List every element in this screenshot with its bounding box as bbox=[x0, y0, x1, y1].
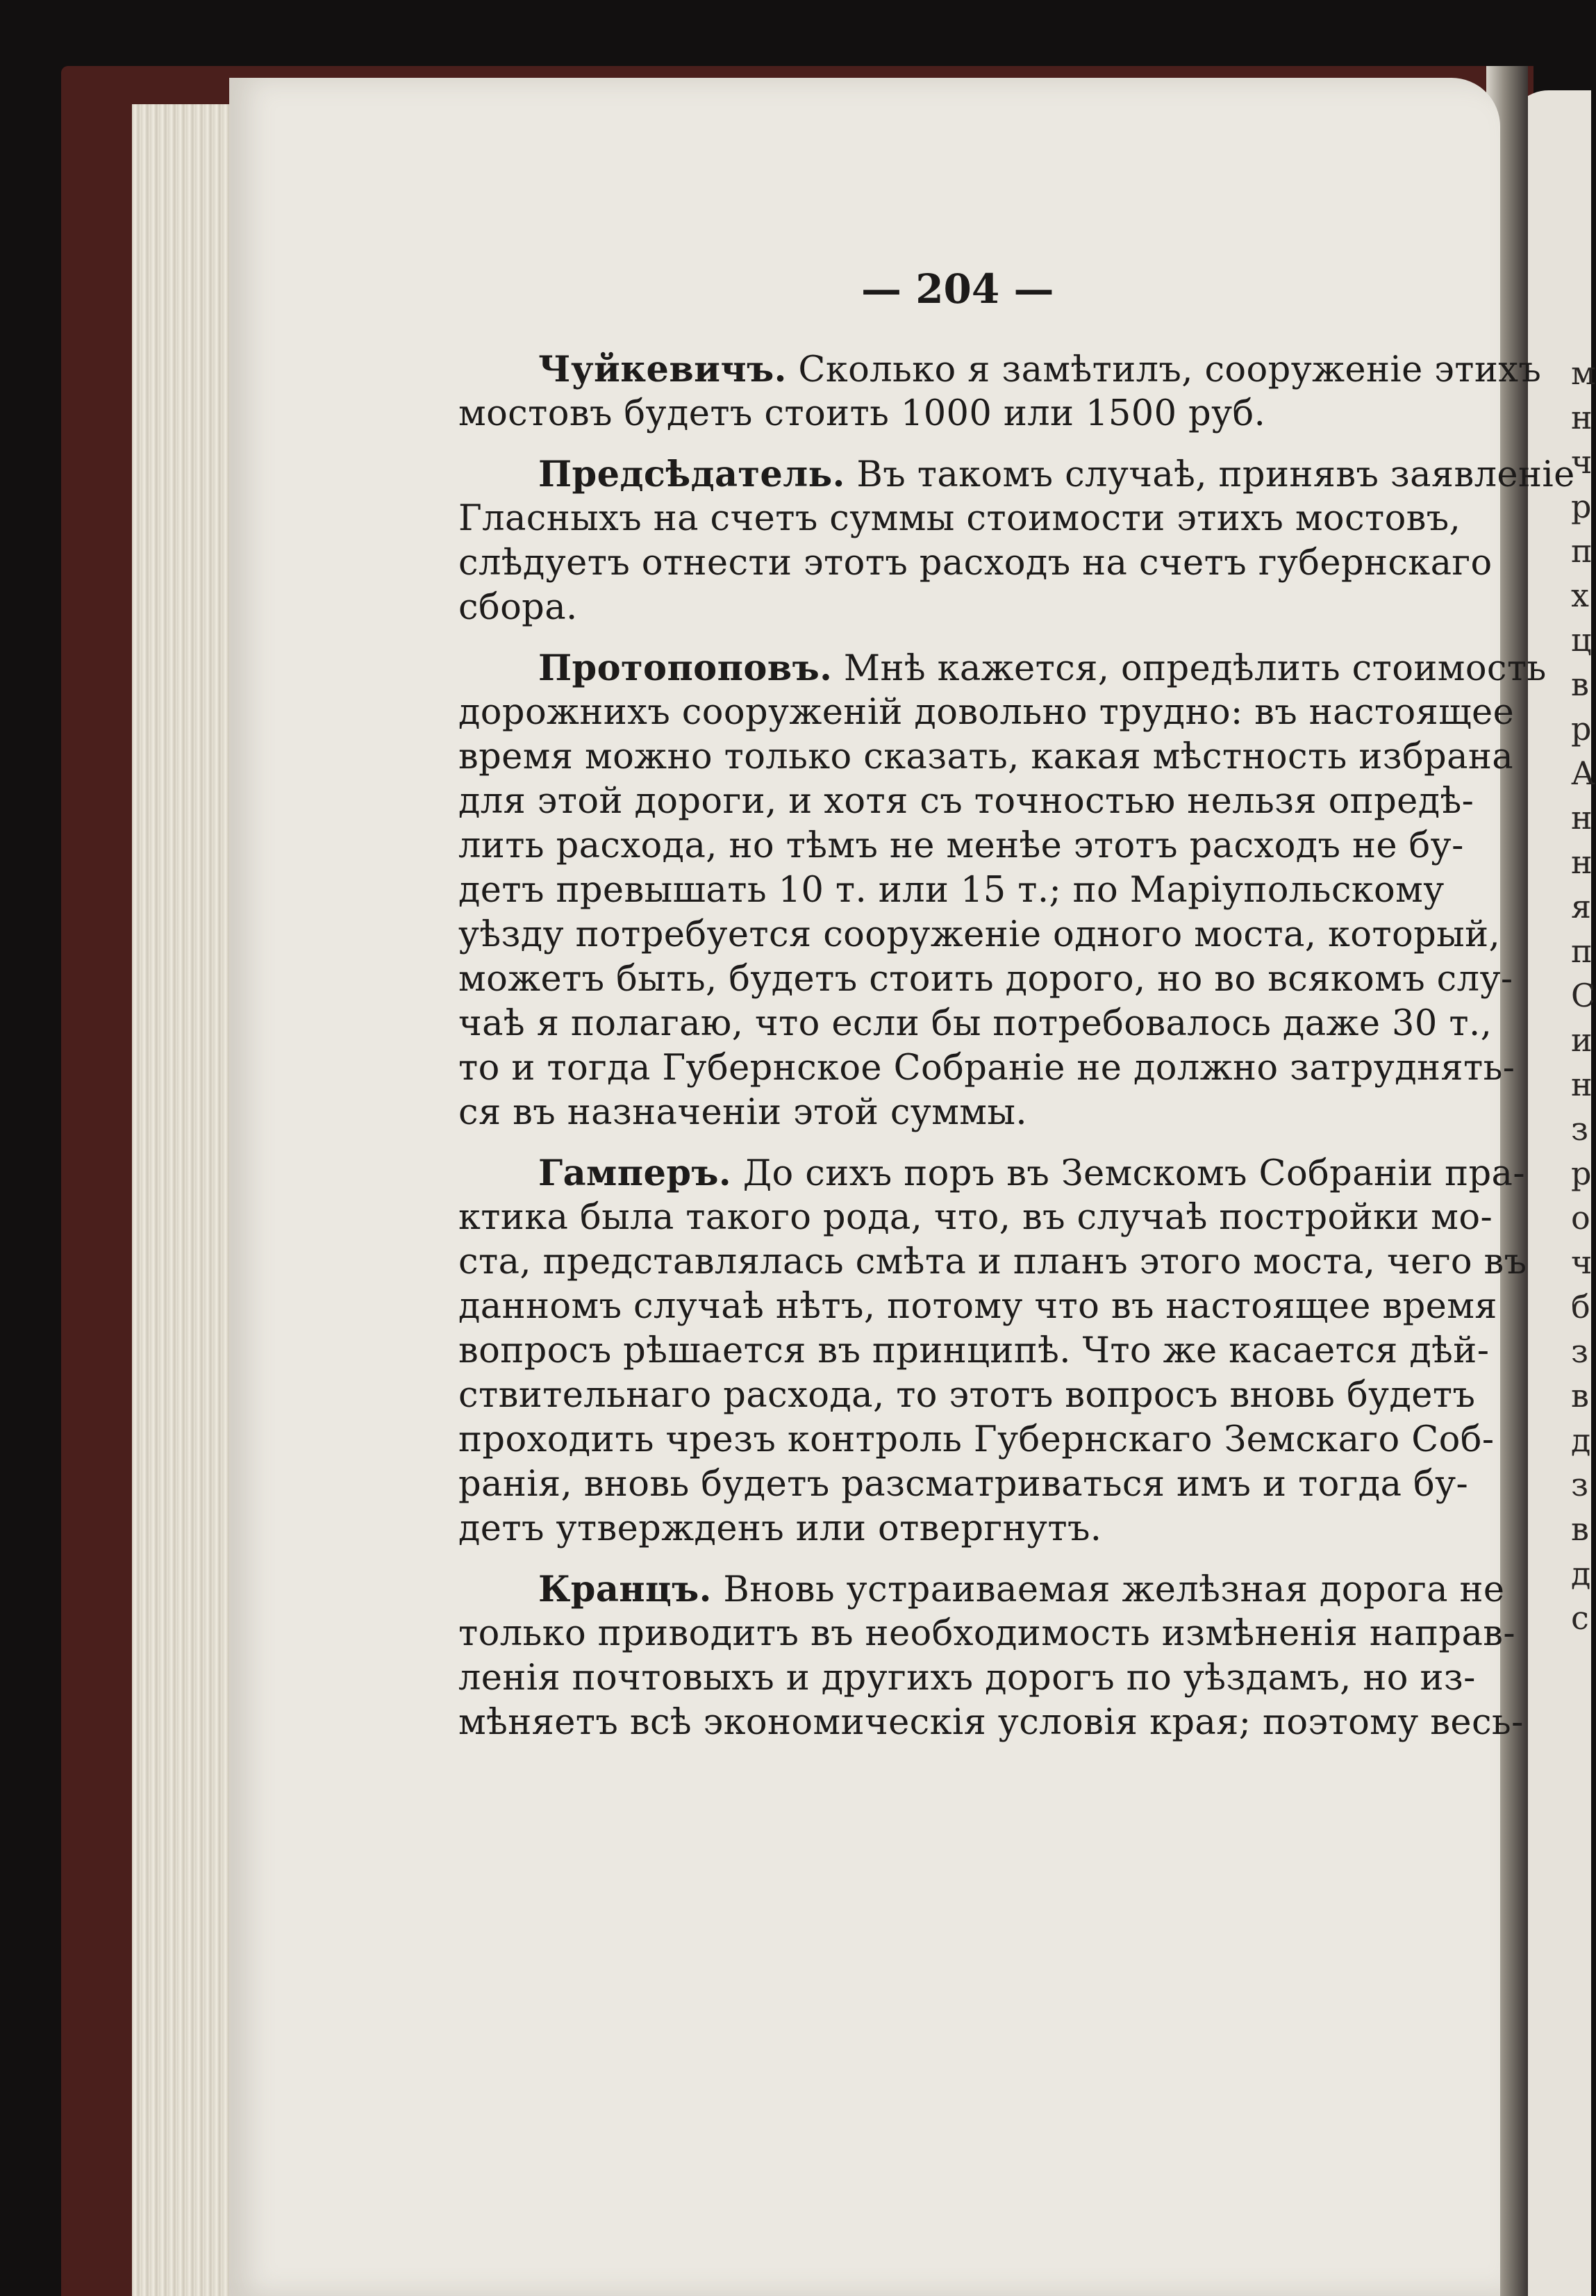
line-text: мѣняетъ всѣ экономическія условія края; поэтому весь- bbox=[458, 1702, 1524, 1743]
text-line bbox=[458, 1046, 1515, 1091]
text-line bbox=[458, 1091, 1420, 1135]
speaker-name: Гамперъ. bbox=[538, 1153, 732, 1194]
line-text: проходить чрезъ контроль Губернскаго Земскаго Соб- bbox=[458, 1419, 1495, 1460]
line-text: только приводитъ въ необходимость измѣненія направ- bbox=[458, 1613, 1516, 1654]
edge-letter: р bbox=[1571, 710, 1592, 748]
edge-letter: р bbox=[1571, 1155, 1592, 1192]
text-line bbox=[458, 1462, 1469, 1507]
edge-letter: х bbox=[1571, 577, 1589, 614]
edge-letter: в bbox=[1571, 666, 1589, 703]
edge-letter: з bbox=[1571, 1110, 1589, 1148]
speaker-name: Предсѣдатель. bbox=[538, 454, 845, 495]
line-text: дорожнихъ сооруженій довольно трудно: въ настоящее bbox=[458, 692, 1515, 733]
page-number: — 204 — bbox=[861, 265, 1054, 313]
edge-letter: д bbox=[1571, 1421, 1591, 1459]
line-text: ленія почтовыхъ и другихъ дорогъ по уѣздамъ, но из- bbox=[458, 1658, 1476, 1699]
text-line bbox=[458, 1285, 1497, 1329]
edge-letter: и bbox=[1571, 1021, 1593, 1059]
edge-letter: я bbox=[1571, 888, 1592, 925]
edge-letter: з bbox=[1571, 1332, 1589, 1370]
line-text: для этой дороги, и хотя съ точностью нельзя опредѣ- bbox=[458, 781, 1474, 822]
text-line bbox=[458, 497, 1461, 541]
edge-letter: с bbox=[1571, 1599, 1589, 1637]
edge-letter: н bbox=[1571, 399, 1593, 436]
text-line bbox=[458, 1240, 1527, 1285]
text-line bbox=[458, 586, 1420, 630]
text-line bbox=[458, 1701, 1524, 1745]
line-text: Вновь устраиваемая желѣзная дорога не bbox=[711, 1569, 1505, 1610]
edge-letter: п bbox=[1571, 932, 1593, 970]
line-text: чаѣ я полагаю, что если бы потребовалось даже 30 т., bbox=[458, 1003, 1493, 1044]
text-line bbox=[458, 779, 1474, 824]
line-text: уѣзду потребуется сооруженіе одного моста, который, bbox=[458, 914, 1501, 955]
text-line bbox=[458, 392, 1420, 436]
text-line bbox=[458, 1656, 1476, 1701]
edge-letter: в bbox=[1571, 1510, 1589, 1548]
line-text: ся въ назначеніи этой суммы. bbox=[458, 1092, 1027, 1133]
line-text: детъ утвержденъ или отвергнутъ. bbox=[458, 1508, 1102, 1549]
line-text: До сихъ поръ въ Земскомъ Собраніи пра- bbox=[731, 1153, 1525, 1194]
line-text: ствительнаго расхода, то этотъ вопросъ вновь будетъ bbox=[458, 1375, 1476, 1416]
text-line bbox=[458, 868, 1445, 913]
edge-letter: з bbox=[1571, 1466, 1589, 1503]
text-line bbox=[458, 1329, 1490, 1373]
edge-letter: в bbox=[1571, 1377, 1589, 1414]
line-text: сбора. bbox=[458, 587, 578, 628]
line-text: ктика была такого рода, что, въ случаѣ постройки мо- bbox=[458, 1197, 1493, 1238]
line-text: время можно только сказать, какая мѣстность избрана bbox=[458, 736, 1514, 777]
text-line bbox=[458, 1567, 1505, 1612]
edge-letter: н bbox=[1571, 1066, 1593, 1103]
line-text: Мнѣ кажется, опредѣлить стоимость bbox=[832, 648, 1547, 689]
text-line bbox=[458, 541, 1493, 586]
line-text: лить расхода, но тѣмъ не менѣе этотъ расходъ не бу- bbox=[458, 825, 1464, 866]
text-line bbox=[458, 1507, 1420, 1551]
line-text: ранія, вновь будетъ разсматриваться имъ и тогда бу- bbox=[458, 1464, 1469, 1505]
text-line bbox=[458, 1418, 1495, 1462]
edge-letter: С bbox=[1571, 977, 1596, 1014]
text-line bbox=[458, 913, 1501, 957]
edge-letter: д bbox=[1571, 1555, 1591, 1592]
line-text: мостовъ будетъ стоить 1000 или 1500 руб. bbox=[458, 393, 1266, 434]
text-line bbox=[458, 452, 1575, 497]
line-text: Въ такомъ случаѣ, принявъ заявленіе bbox=[845, 454, 1575, 495]
text-line bbox=[458, 1373, 1476, 1418]
line-text: то и тогда Губернское Собраніе не должно затруднять- bbox=[458, 1048, 1515, 1089]
text-line bbox=[458, 646, 1547, 691]
line-text: данномъ случаѣ нѣтъ, потому что въ настоящее время bbox=[458, 1286, 1497, 1327]
speaker-name: Кранцъ. bbox=[538, 1569, 712, 1610]
edge-letter: р bbox=[1571, 488, 1592, 525]
line-text: Гласныхъ на счетъ суммы стоимости этихъ мостовъ, bbox=[458, 498, 1461, 539]
text-line bbox=[458, 1612, 1516, 1656]
edge-letter: ч bbox=[1571, 1244, 1593, 1281]
line-text: вопросъ рѣшается въ принципѣ. Что же касается дѣй- bbox=[458, 1330, 1490, 1371]
speaker-name: Протопоповъ. bbox=[538, 647, 833, 689]
text-line bbox=[458, 735, 1514, 779]
edge-letter: б bbox=[1571, 1288, 1590, 1325]
line-text: Сколько я замѣтилъ, сооруженіе этихъ bbox=[786, 349, 1542, 390]
text-line bbox=[458, 1196, 1493, 1240]
edge-letter: п bbox=[1571, 532, 1593, 570]
text-line bbox=[458, 1002, 1493, 1046]
line-text: детъ превышать 10 т. или 15 т.; по Маріупольскому bbox=[458, 870, 1445, 911]
text-line bbox=[458, 824, 1464, 868]
text-line bbox=[458, 347, 1542, 393]
line-text: слѣдуетъ отнести этотъ расходъ на счетъ губернскаго bbox=[458, 543, 1493, 584]
edge-letter: ч bbox=[1571, 443, 1593, 481]
edge-letter: м bbox=[1571, 354, 1596, 392]
line-text: можетъ быть, будетъ стоить дорого, но во всякомъ слу- bbox=[458, 959, 1513, 1000]
speaker-name: Чуйкевичъ. bbox=[538, 349, 787, 390]
line-text: ста, представлялась смѣта и планъ этого моста, чего въ bbox=[458, 1241, 1527, 1282]
text-line bbox=[458, 691, 1515, 735]
edge-letter: А bbox=[1571, 754, 1595, 792]
edge-letter: н bbox=[1571, 799, 1593, 836]
text-line bbox=[458, 1151, 1525, 1196]
edge-letter: н bbox=[1571, 843, 1593, 881]
text-line bbox=[458, 957, 1513, 1002]
edge-letter: о bbox=[1571, 1199, 1590, 1237]
edge-letter: ц bbox=[1571, 621, 1592, 659]
